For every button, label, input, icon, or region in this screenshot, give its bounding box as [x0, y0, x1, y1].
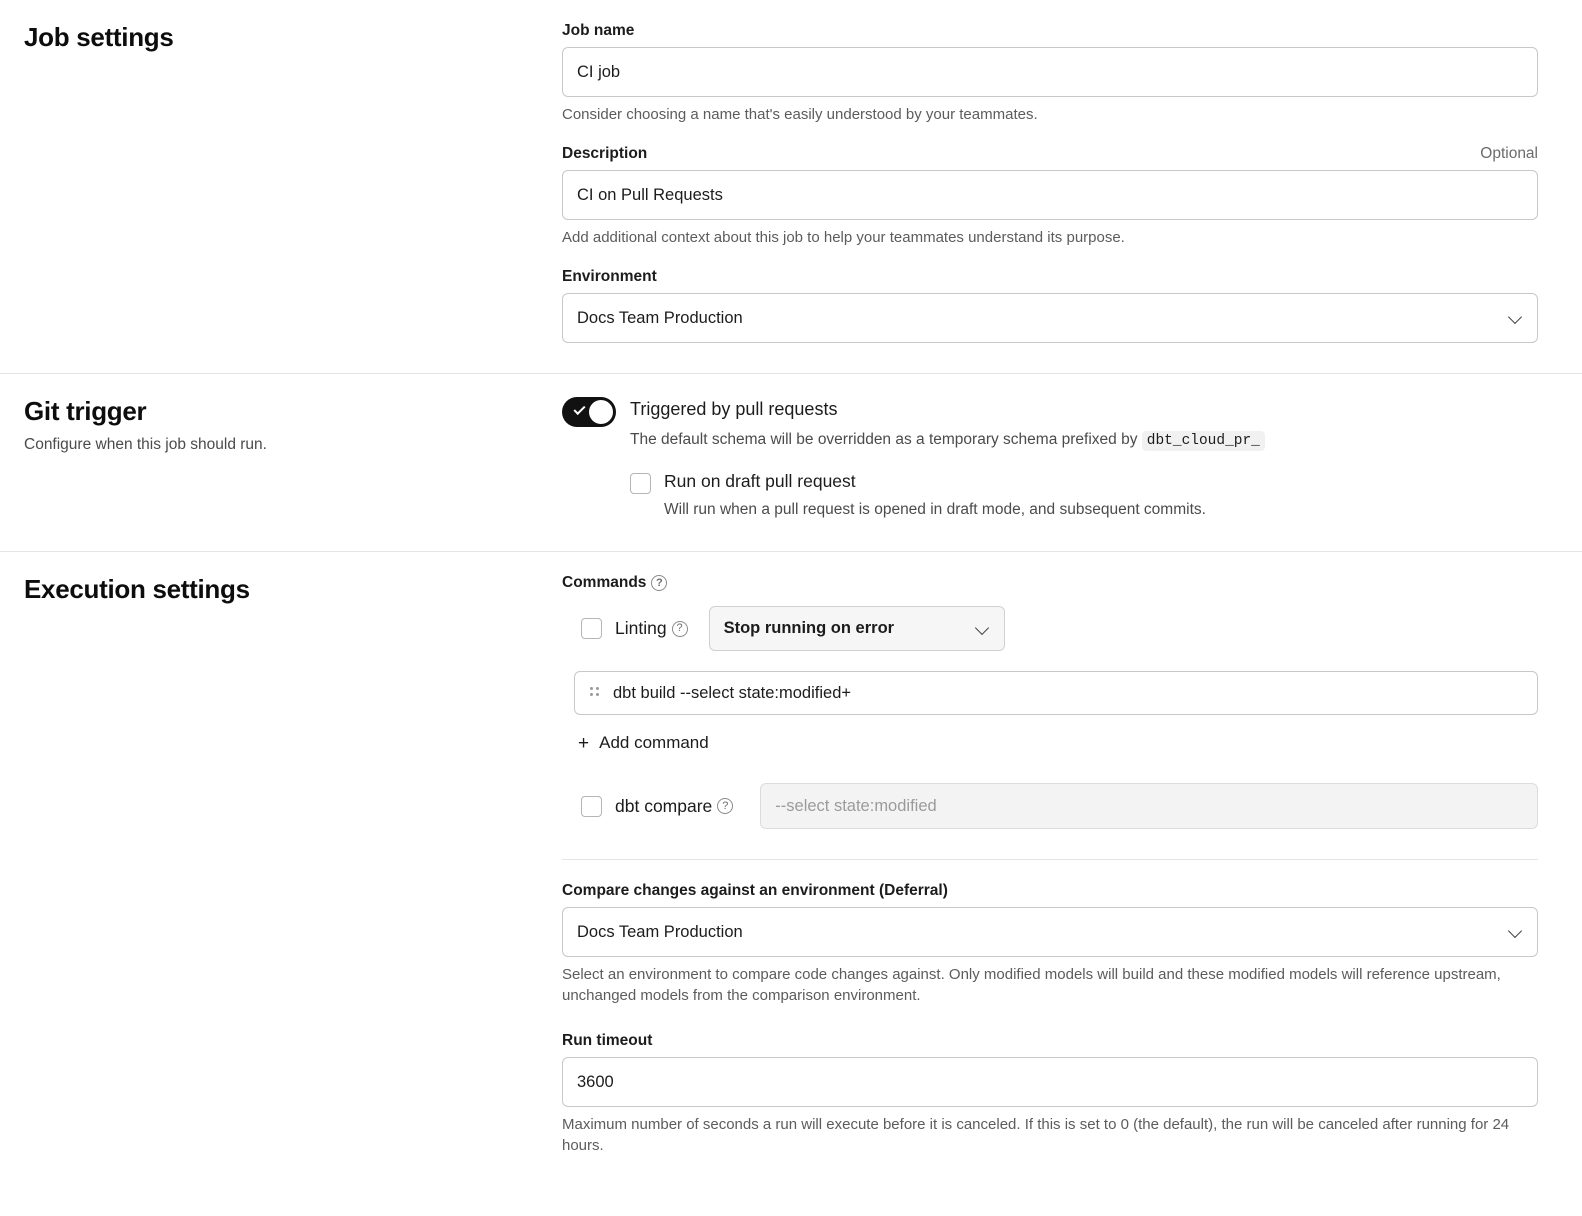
deferral-environment-value: Docs Team Production [577, 922, 743, 941]
dbt-compare-label [615, 796, 733, 817]
trigger-desc-text: The default schema will be overridden as a temporary schema prefixed by [630, 431, 1138, 449]
pull-request-trigger-body [630, 396, 1265, 453]
description-label: Description [562, 145, 648, 162]
job-name-field [562, 22, 1538, 125]
run-timeout-label: Run timeout [562, 1032, 653, 1050]
dbt-compare-label-text: dbt compare [615, 795, 713, 816]
git-trigger-header [24, 374, 562, 551]
linting-row [581, 606, 1538, 651]
linting-error-behavior-select[interactable] [709, 606, 1005, 651]
description-field [562, 145, 1538, 248]
job-name-input[interactable]: CI job [562, 47, 1538, 97]
description-optional-tag: Optional [1480, 145, 1538, 162]
commands-help-icon[interactable]: ? [651, 575, 667, 591]
plus-icon: + [578, 732, 590, 754]
add-command-button[interactable] [578, 733, 709, 753]
run-timeout-input[interactable]: 3600 [562, 1057, 1538, 1107]
description-input[interactable]: CI on Pull Requests [562, 170, 1538, 220]
draft-pull-request-row [630, 470, 1538, 521]
triggered-by-pull-requests-desc [630, 428, 1265, 453]
chevron-down-icon [976, 622, 990, 636]
dbt-compare-help-icon[interactable]: ? [717, 798, 733, 814]
git-trigger-subtitle: Configure when this job should run. [24, 436, 267, 453]
add-command-label: Add command [599, 733, 709, 753]
job-settings-fields [562, 0, 1558, 373]
dbt-compare-row [581, 783, 1538, 829]
run-timeout-label-row [562, 1032, 1538, 1050]
run-on-draft-pull-request-checkbox[interactable] [630, 473, 651, 494]
description-label-row [562, 145, 1538, 163]
dbt-compare-input[interactable]: --select state:modified [760, 783, 1538, 829]
linting-error-behavior-value: Stop running on error [723, 619, 895, 638]
chevron-down-icon [1509, 925, 1523, 939]
job-name-label-row [562, 22, 1538, 40]
deferral-label: Compare changes against an environment (Deferral) [562, 882, 948, 900]
triggered-by-pull-requests-toggle[interactable] [562, 397, 616, 427]
job-name-help: Consider choosing a name that's easily understood by your teammates. [562, 106, 1038, 123]
environment-select-value: Docs Team Production [577, 308, 743, 327]
command-input[interactable]: dbt build --select state:modified+ [613, 683, 852, 702]
commands-label-text: Commands [562, 574, 647, 592]
execution-settings-header [24, 552, 562, 1186]
section-job-settings [0, 0, 1582, 374]
toggle-knob [589, 400, 613, 424]
command-row[interactable] [574, 671, 1538, 715]
section-git-trigger [0, 374, 1582, 552]
deferral-environment-select[interactable] [562, 907, 1538, 957]
run-timeout-help: Maximum number of seconds a run will execute before it is canceled. If this is set to 0 (the default), the run will be canceled after running for 24 hours. [562, 1116, 1510, 1155]
linting-label [615, 618, 688, 639]
section-execution-settings [0, 552, 1582, 1186]
page-title: Job settings [24, 22, 174, 52]
job-name-label: Job name [562, 22, 635, 39]
git-trigger-fields [562, 374, 1558, 551]
linting-help-icon[interactable]: ? [672, 621, 688, 637]
commands-label [562, 574, 1538, 592]
drag-handle-icon[interactable] [589, 684, 601, 702]
triggered-by-pull-requests-label: Triggered by pull requests [630, 399, 838, 419]
environment-label-row [562, 268, 1538, 286]
execution-divider [562, 859, 1538, 860]
execution-settings-title: Execution settings [24, 574, 250, 605]
git-trigger-title: Git trigger [24, 396, 147, 426]
job-settings-header [24, 0, 562, 373]
environment-select[interactable] [562, 293, 1538, 343]
execution-settings-fields [562, 552, 1558, 1186]
linting-label-text: Linting [615, 618, 667, 639]
deferral-help: Select an environment to compare code changes against. Only modified models will build and these modified models will reference upstream, unchanged models from the comparison environment. [562, 966, 1501, 1005]
description-help: Add additional context about this job to help your teammates understand its purpose. [562, 229, 1125, 246]
pull-request-trigger-row [562, 396, 1538, 453]
run-on-draft-pull-request-desc: Will run when a pull request is opened in draft mode, and subsequent commits. [664, 500, 1206, 518]
dbt-compare-checkbox[interactable] [581, 796, 602, 817]
schema-prefix-code: dbt_cloud_pr_ [1142, 431, 1265, 451]
environment-field [562, 268, 1538, 343]
deferral-field [562, 882, 1538, 1006]
linting-checkbox[interactable] [581, 618, 602, 639]
draft-pull-request-body [664, 471, 1206, 521]
environment-label: Environment [562, 268, 657, 285]
run-on-draft-pull-request-label: Run on draft pull request [664, 470, 856, 491]
chevron-down-icon [1509, 311, 1523, 325]
deferral-label-row [562, 882, 1538, 900]
run-timeout-field [562, 1032, 1538, 1156]
check-icon [573, 403, 585, 415]
